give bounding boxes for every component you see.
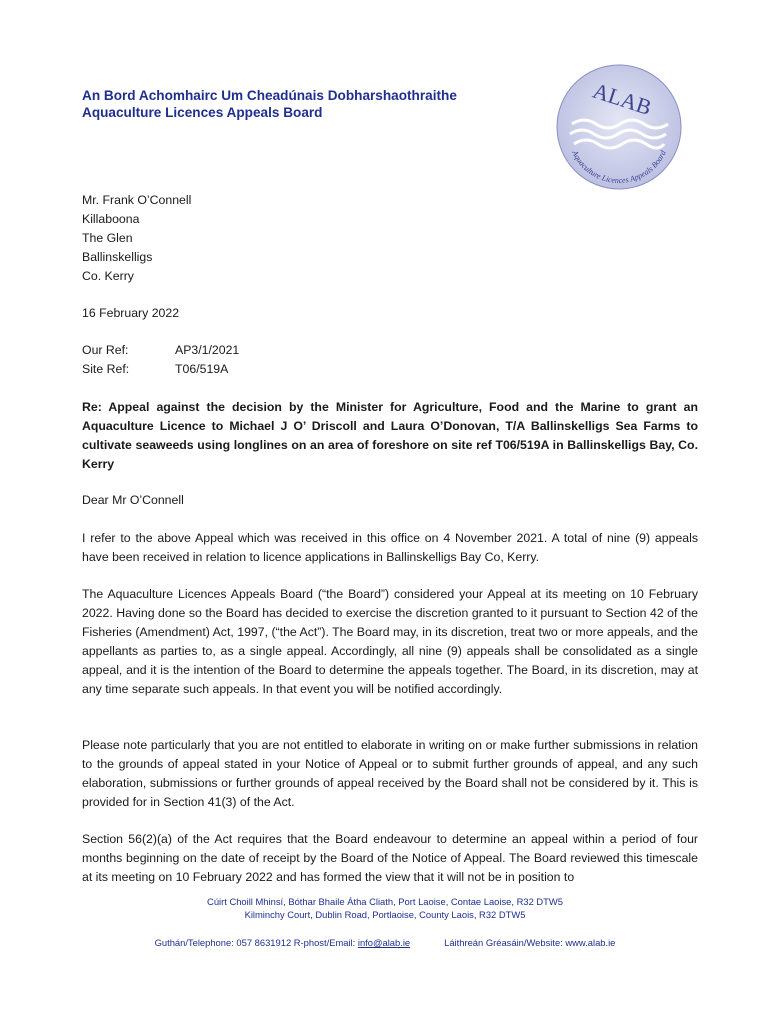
letter-date: 16 February 2022 xyxy=(82,306,180,320)
logo-wordmark: ALAB xyxy=(589,77,655,121)
our-ref-label: Our Ref: xyxy=(82,343,129,357)
email-link[interactable]: info@alab.ie xyxy=(357,937,411,948)
footer-email-label: R-phost/Email: xyxy=(293,937,358,948)
site-ref-value: T06/519A xyxy=(175,362,229,376)
salutation: Dear Mr O’Connell xyxy=(82,493,184,507)
letterhead xyxy=(82,87,457,121)
address-line: The Glen xyxy=(82,231,133,245)
paragraph-2: The Aquaculture Licences Appeals Board (“the Board”) considered your Appeal at its meeting on 10 February 2022. Having done so the Board has decided to exercise the discretion granted to it pursuant to Section 42 of the Fisheries (Amendment) Act, 1997, (“the Act”). The Board may, in its discretion, treat two or more appeals, and the appellants as parties to, as a single appeal. Accordingly, all nine (9) appeals shall be consolidated as a single appeal, and it is the intention of the Board to determine the appeals together. The Board, in its discretion, may at any time separate such appeals. In that event you will be notified accordingly. xyxy=(82,587,698,696)
org-name-irish: An Bord Achomhairc Um Cheadúnais Dobharshaothraithe xyxy=(82,88,457,103)
paragraph-1: I refer to the above Appeal which was received in this office on 4 November 2021. A total of nine (9) appeals have been received in relation to licence applications in Ballinskelligs Bay Co, Kerry. xyxy=(82,531,698,564)
logo-ring-text: Aquaculture Licences Appeals Board xyxy=(570,149,668,186)
footer-contact xyxy=(0,936,770,949)
subject-line: Re: Appeal against the decision by the Minister for Agriculture, Food and the Marine to grant an Aquaculture Licence to Michael J O’ Driscoll and Laura O’Donovan, T/A Ballinskelligs Sea Farms to cultivate seaweeds using longlines on an area of foreshore on site ref T06/519A in Ballinskelligs Bay, Co. Kerry xyxy=(82,400,698,471)
recipient-address xyxy=(82,191,698,286)
footer-address xyxy=(0,895,770,921)
org-name-english: Aquaculture Licences Appeals Board xyxy=(82,105,323,120)
footer-website: Láithreán Gréasáin/Website: www.alab.ie xyxy=(444,937,616,948)
address-line: Killaboona xyxy=(82,212,140,226)
paragraph-3: Please note particularly that you are not entitled to elaborate in writing on or make further submissions in relation to the grounds of appeal stated in your Notice of Appeal or to submit further grounds of appeal, and any such elaboration, submissions or further grounds of appeal received by the Board shall not be considered by it. This is provided for in Section 41(3) of the Act. xyxy=(82,738,698,809)
paragraph-4: Section 56(2)(a) of the Act requires that the Board endeavour to determine an appeal within a period of four months beginning on the date of receipt by the Board of the Notice of Appeal. The Board reviewed this timescale at its meeting on 10 February 2022 and has formed the view that it will not be in position to xyxy=(82,832,698,884)
our-ref-row xyxy=(82,341,698,360)
address-line: Co. Kerry xyxy=(82,269,134,283)
footer-contact-left xyxy=(155,936,411,949)
references xyxy=(82,341,698,379)
footer-phone: Guthán/Telephone: 057 8631912 xyxy=(154,937,292,948)
footer-address-irish: Cúirt Choill Mhinsí, Bóthar Bhaile Átha Cliath, Port Laoise, Contae Laoise, R32 DTW5 xyxy=(207,896,563,907)
our-ref-value: AP3/1/2021 xyxy=(175,343,240,357)
site-ref-label: Site Ref: xyxy=(82,362,130,376)
address-line: Mr. Frank O’Connell xyxy=(82,193,192,207)
footer-address-english: Kilminchy Court, Dublin Road, Portlaoise, County Laois, R32 DTW5 xyxy=(244,909,526,920)
site-ref-row xyxy=(82,360,698,379)
alab-logo xyxy=(554,62,684,192)
address-line: Ballinskelligs xyxy=(82,250,153,264)
